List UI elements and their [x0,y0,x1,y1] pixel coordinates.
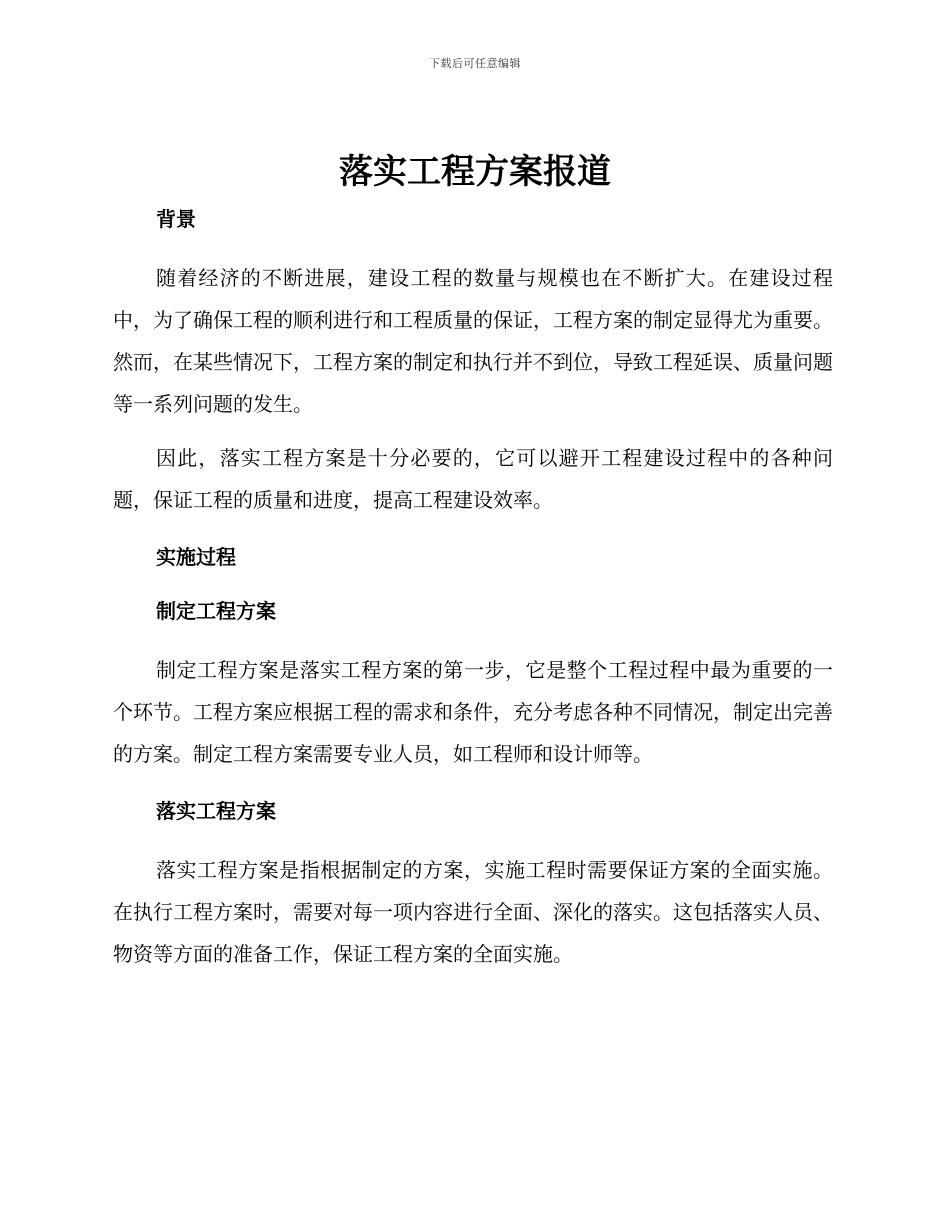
paragraph-background-2: 因此，落实工程方案是十分必要的，它可以避开工程建设过程中的各种问题，保证工程的质量和进度，提高工程建设效率。 [113,446,833,512]
paragraph-implement: 落实工程方案是指根据制定的方案，实施工程时需要保证方案的全面实施。在执行工程方案时，需要对每一项内容进行全面、深化的落实。这包括落实人员、物资等方面的准备工作，保证工程方案的全面实施。 [113,858,833,966]
paragraph-background-1: 随着经济的不断进展，建设工程的数量与规模也在不断扩大。在建设过程中，为了确保工程的顺利进行和工程质量的保证，工程方案的制定显得尤为重要。然而，在某些情况下，工程方案的制定和执行并不到位，导致工程延误、质量问题等一系列问题的发生。 [113,266,833,416]
section-heading-implementation: 实施过程 [156,545,236,569]
subsection-heading-formulate: 制定工程方案 [156,599,276,623]
document-body [113,203,833,975]
document-title: 落实工程方案报道 [339,152,611,192]
header-note: 下载后可任意编辑 [429,57,521,70]
section-heading-background: 背景 [156,207,196,231]
paragraph-formulate: 制定工程方案是落实工程方案的第一步，它是整个工程过程中最为重要的一个环节。工程方案应根据工程的需求和条件，充分考虑各种不同情况，制定出完善的方案。制定工程方案需要专业人员，如工程师和设计师等。 [113,658,833,766]
subsection-heading-implement: 落实工程方案 [156,799,276,823]
